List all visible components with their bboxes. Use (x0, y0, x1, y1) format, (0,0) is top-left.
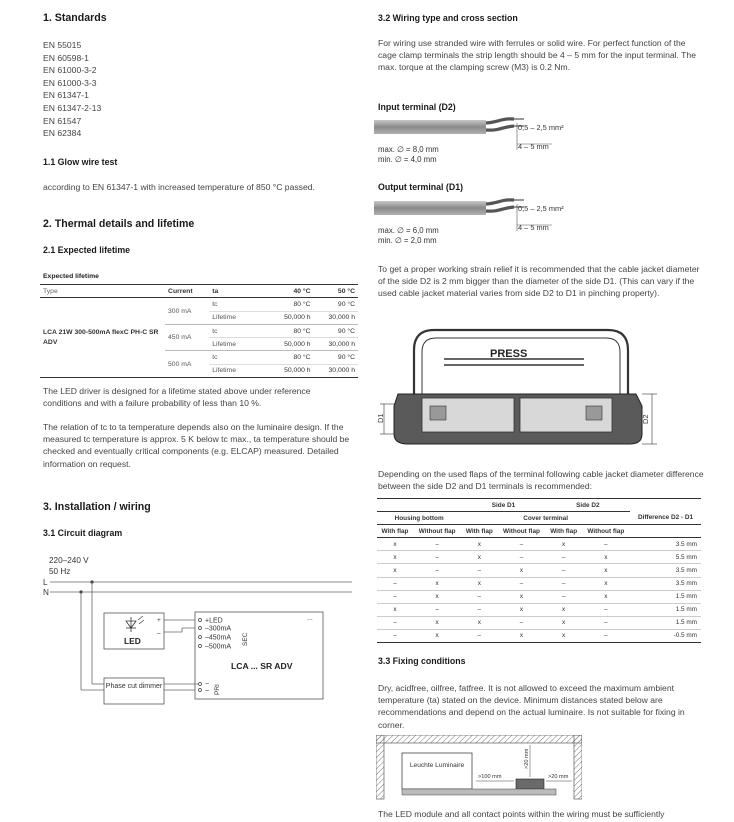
strain-relief-text: To get a proper working strain relief it is recommended that the cable jacket diameter of the side D2 is 2 mm bigger than the diameter of the side D1. (This can vary if the used cable jacket material varies from side D2 to D1 in pinching property). (378, 264, 700, 299)
cover-header: Cover terminal (461, 512, 630, 525)
circuit-diagram (30, 548, 360, 718)
lifetime-value: 30,000 h (328, 314, 355, 322)
pin-label: –300mA (205, 625, 232, 633)
pin-label: ~ (205, 681, 210, 688)
lifetime-table (40, 284, 358, 378)
d2-label: D2 (641, 414, 650, 424)
difference-header: Difference D2 - D1 (637, 514, 694, 522)
flap-cell: – (519, 619, 524, 627)
flap-cell: x (604, 567, 608, 575)
flap-subheader: With flap (465, 527, 493, 535)
difference-cell: 3.5 mm (675, 567, 697, 575)
table-row (377, 603, 701, 616)
flap-cell: – (477, 632, 482, 640)
dimmer-box (104, 678, 164, 704)
side-d2-header: Side D2 (576, 501, 600, 509)
flap-cell: – (604, 540, 608, 548)
lifetime-value: 50,000 h (284, 340, 311, 348)
header-current: Current (168, 287, 193, 295)
strip-length-label: 4 – 5 mm (518, 223, 549, 232)
header-type: Type (43, 287, 58, 295)
flap-cell: – (604, 606, 608, 614)
flap-cell: x (435, 619, 439, 627)
flap-subheader: With flap (381, 527, 409, 535)
flap-cell: – (561, 567, 566, 575)
flap-cell: x (519, 593, 524, 601)
flap-cell: x (435, 580, 439, 588)
flap-subheader: With flap (550, 527, 578, 535)
table-row (377, 551, 701, 564)
thermal-title: 2. Thermal details and lifetime (43, 218, 195, 230)
flap-cell: – (519, 553, 524, 561)
standard-item: EN 61000-3-2 (43, 65, 97, 76)
flaps-table (377, 498, 701, 643)
pin-label: –450mA (205, 634, 232, 642)
table-row (377, 577, 701, 590)
standard-item: EN 61347-2-13 (43, 102, 102, 113)
luminaire-box (402, 753, 472, 789)
pin-label: +LED (205, 617, 223, 625)
d1-label: D1 (376, 413, 385, 423)
terminal-drawing (372, 326, 662, 460)
flap-cell: x (477, 540, 481, 548)
distance-20-label: >20 mm (524, 748, 530, 769)
tc-label: tc (209, 324, 262, 337)
N-label: N (43, 588, 49, 597)
min-diameter: min. ∅ = 2,0 mm (378, 236, 437, 245)
flap-cell: x (604, 593, 608, 601)
wiring-text: For wiring use stranded wire with ferrules or solid wire. For perfect function of the cage clamp terminals the strip length should be 4 – 5 mm for the input terminal. The max. torque at the clamping screw (M3) is 0.2 Nm. (378, 38, 696, 73)
standard-item: EN 55015 (43, 40, 82, 50)
flap-cell: x (393, 553, 397, 561)
lifetime-para-1: The LED driver is designed for a lifetime stated above under reference conditions and with a failure probability of less than 10 %. (43, 386, 311, 409)
lifetime-value: 50,000 h (284, 367, 311, 375)
flap-cell: – (393, 632, 397, 640)
flap-cell: x (519, 632, 524, 640)
tc-label: tc (209, 351, 262, 364)
flap-cell: x (477, 619, 481, 627)
flap-cell: x (393, 540, 397, 548)
flap-cell: x (435, 632, 439, 640)
flap-cell: x (477, 553, 481, 561)
flap-cell: – (393, 593, 397, 601)
glow-wire-text: according to EN 61347-1 with increased temperature of 850 °C passed. (43, 182, 315, 192)
standard-item: EN 61547 (43, 115, 82, 126)
distance-20-label: >20 mm (548, 774, 569, 780)
header-ta: ta (212, 287, 219, 295)
flap-cell: – (604, 619, 608, 627)
standard-item: EN 61000-3-3 (43, 77, 97, 88)
flap-cell: x (519, 606, 524, 614)
min-diameter: min. ∅ = 4,0 mm (378, 155, 437, 164)
driver-icon (516, 779, 544, 789)
difference-cell: 1.5 mm (675, 606, 697, 614)
circuit-subtitle: 3.1 Circuit diagram (43, 528, 123, 538)
flap-subheader: Without flap (503, 527, 540, 535)
flap-cell: – (561, 553, 566, 561)
difference-cell: 3.5 mm (675, 540, 697, 548)
current-450: 450 mA (165, 324, 209, 351)
difference-cell: 3.5 mm (675, 580, 697, 588)
header-40: 40 °C (293, 287, 311, 295)
output-terminal-title: Output terminal (D1) (378, 182, 464, 192)
flap-cell: – (561, 580, 566, 588)
dots-label: ... (307, 615, 313, 622)
flap-cell: – (393, 619, 397, 627)
tc-value: 80 °C (262, 324, 313, 337)
flap-cell: x (435, 593, 439, 601)
header-50: 50 °C (337, 287, 355, 295)
installation-title: 3. Installation / wiring (43, 501, 151, 513)
table-row (377, 590, 701, 603)
plus-label: + (157, 617, 161, 624)
flap-cell: – (435, 540, 439, 548)
device-label: LCA ... SR ADV (231, 661, 293, 671)
standards-title: 1. Standards (43, 12, 107, 24)
flap-cell: x (562, 540, 566, 548)
fixing-text: Dry, acidfree, oilfree, fatfree. It is not allowed to exceed the maximum ambient temperature (ta) stated on the device. Minimum distances stated below are recommendations and depend on the actual luminaire. Is not suitable for fixing in corner. (378, 683, 685, 730)
pri-label: PRI (214, 684, 221, 695)
flap-cell: x (562, 619, 566, 627)
flap-cell: x (562, 606, 566, 614)
output-cable-diagram (374, 195, 594, 250)
flap-subheader: Without flap (418, 527, 456, 535)
side-d1-header: Side D1 (491, 501, 516, 509)
flap-cell: x (393, 606, 397, 614)
flap-cell: – (435, 567, 439, 575)
table-row (377, 629, 701, 642)
difference-cell: 1.5 mm (675, 593, 697, 601)
tc-label: tc (209, 298, 262, 311)
flap-cell: x (519, 567, 524, 575)
table-row (377, 538, 701, 551)
cable-jacket (374, 120, 486, 134)
tc-value: 90 °C (314, 298, 358, 311)
flap-cell: x (604, 553, 608, 561)
standard-item: EN 62384 (43, 128, 82, 139)
lifetime-subtitle: 2.1 Expected lifetime (43, 245, 131, 255)
lifetime-label: Lifetime (212, 340, 237, 348)
difference-cell: 1.5 mm (675, 619, 697, 627)
cross-section-label: 0,5 – 2,5 mm² (518, 204, 564, 213)
tc-value: 80 °C (262, 298, 313, 311)
current-500: 500 mA (165, 351, 209, 378)
standard-item: EN 61347-1 (43, 90, 89, 101)
tc-value: 90 °C (314, 324, 358, 337)
voltage-label: 220–240 V (49, 556, 89, 565)
difference-cell: -0.5 mm (673, 632, 697, 640)
L-label: L (43, 578, 48, 587)
max-diameter: max. ∅ = 8,0 mm (378, 145, 439, 154)
lifetime-label: Lifetime (212, 367, 237, 375)
tc-value: 90 °C (314, 351, 358, 364)
fixing-diagram (376, 735, 582, 801)
max-diameter: max. ∅ = 6,0 mm (378, 226, 439, 235)
luminaire-label: Leuchte Luminaire (409, 762, 465, 769)
input-cable-diagram (374, 114, 594, 169)
press-label: PRESS (490, 348, 528, 360)
cable-jacket (374, 201, 486, 215)
lifetime-para-2: The relation of tc to ta temperature depends also on the luminaire design. If the measured tc temperature is approx. 5 K below tc max., ta temperature should be checked and eventually critical components (e.g. ELCAP) measured. Detailed information on request. (43, 422, 350, 469)
sec-label: SEC (242, 632, 249, 646)
lifetime-value: 30,000 h (328, 367, 355, 375)
glow-wire-title: 1.1 Glow wire test (43, 157, 118, 167)
input-terminal-title: Input terminal (D2) (378, 102, 456, 112)
pin-label: –500mA (205, 643, 232, 651)
flap-cell: – (604, 632, 608, 640)
table-row (377, 564, 701, 577)
tc-value: 80 °C (262, 351, 313, 364)
fixing-title: 3.3 Fixing conditions (378, 656, 466, 666)
flap-cell: – (435, 553, 439, 561)
minus-label: – (157, 630, 161, 637)
lifetime-table-caption: Expected lifetime (43, 273, 99, 280)
pin-label: ~ (205, 688, 210, 695)
housing-header: Housing bottom (377, 512, 461, 525)
press-lever (414, 330, 628, 404)
flap-cell: – (561, 593, 566, 601)
frequency-label: 50 Hz (49, 567, 71, 576)
flap-cell: – (519, 540, 524, 548)
cross-section-label: 0,5 – 2,5 mm² (518, 123, 564, 132)
flap-cell: – (519, 580, 524, 588)
flap-cell: – (435, 606, 439, 614)
flap-subheader: Without flap (587, 527, 625, 535)
difference-cell: 5.5 mm (675, 553, 697, 561)
led-label: LED (124, 636, 141, 646)
flap-cell: – (477, 567, 482, 575)
wiring-title: 3.2 Wiring type and cross section (378, 13, 518, 23)
product-name: LCA 21W 300-500mA flexC PH-C SR ADV (40, 298, 165, 378)
current-300: 300 mA (165, 298, 209, 325)
flap-cell: x (562, 632, 566, 640)
standard-item: EN 60598-1 (43, 52, 89, 63)
flap-cell: x (393, 567, 397, 575)
table-row (377, 616, 701, 629)
strip-length-label: 4 – 5 mm (518, 142, 549, 151)
dimmer-label: Phase cut dimmer (105, 683, 163, 690)
flaps-text: Depending on the used flaps of the terminal following cable jacket diameter difference between the side D2 and D1 terminals is recommended: (378, 469, 704, 492)
lifetime-value: 50,000 h (284, 314, 311, 322)
flap-cell: – (477, 606, 482, 614)
fixing-bottom-text: The LED module and all contact points within the wiring must be sufficiently (378, 809, 665, 819)
flap-cell: – (477, 593, 482, 601)
standards-list (43, 39, 101, 140)
lifetime-label: Lifetime (212, 314, 237, 322)
flap-cell: x (604, 580, 608, 588)
distance-100-label: >100 mm (478, 774, 502, 780)
flap-cell: x (477, 580, 481, 588)
flap-cell: – (393, 580, 397, 588)
lifetime-value: 30,000 h (328, 340, 355, 348)
